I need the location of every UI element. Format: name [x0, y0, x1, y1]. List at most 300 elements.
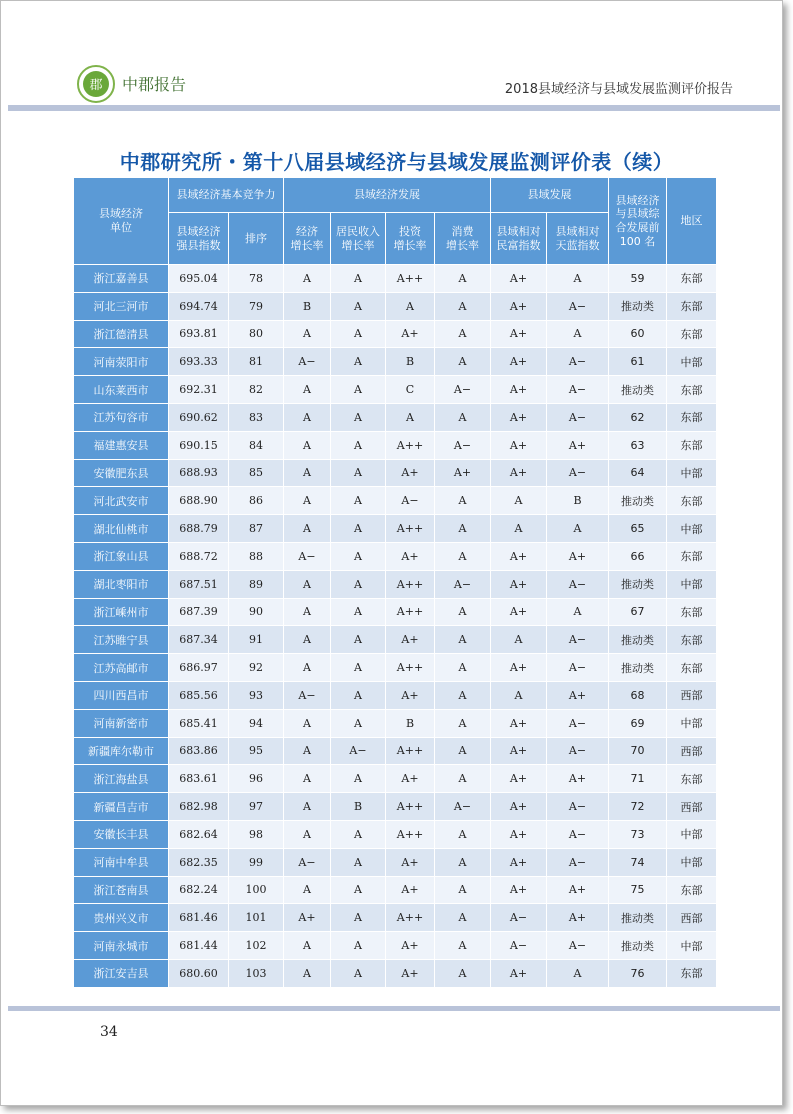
cell-index: 687.34 — [169, 626, 229, 654]
cell-region: 西部 — [667, 904, 717, 932]
zhongjun-logo — [76, 64, 116, 104]
cell-county: 安徽肥东县 — [74, 459, 169, 487]
cell-investment-growth: C — [386, 376, 435, 404]
cell-consumption-growth: A — [435, 626, 491, 654]
cell-investment-growth: A++ — [386, 265, 435, 293]
cell-prosperity-index: A+ — [491, 793, 547, 821]
cell-index: 693.33 — [169, 348, 229, 376]
cell-region: 东部 — [667, 654, 717, 682]
cell-prosperity-index: A+ — [491, 459, 547, 487]
cell-county: 河南中牟县 — [74, 848, 169, 876]
cell-region: 东部 — [667, 959, 717, 987]
cell-index: 692.31 — [169, 376, 229, 404]
cell-consumption-growth: A — [435, 542, 491, 570]
cell-bluesky-index: A− — [547, 626, 609, 654]
cell-county: 湖北枣阳市 — [74, 570, 169, 598]
cell-economy-growth: A− — [284, 542, 331, 570]
cell-county: 新疆昌吉市 — [74, 793, 169, 821]
cell-consumption-growth: A+ — [435, 459, 491, 487]
cell-county: 河南永城市 — [74, 932, 169, 960]
cell-consumption-growth: A — [435, 487, 491, 515]
cell-bluesky-index: A — [547, 598, 609, 626]
cell-region: 中部 — [667, 820, 717, 848]
cell-county: 江苏睢宁县 — [74, 626, 169, 654]
col-group-county-development: 县域发展 — [491, 178, 609, 213]
cell-prosperity-index: A — [491, 626, 547, 654]
cell-county: 四川西昌市 — [74, 681, 169, 709]
cell-investment-growth: A++ — [386, 737, 435, 765]
cell-top100: 推动类 — [609, 904, 667, 932]
cell-county: 福建惠安县 — [74, 431, 169, 459]
cell-income-growth: B — [331, 793, 386, 821]
cell-region: 东部 — [667, 765, 717, 793]
cell-income-growth: A — [331, 431, 386, 459]
cell-rank: 91 — [229, 626, 284, 654]
header-line: 单位 — [110, 221, 132, 234]
cell-top100: 61 — [609, 348, 667, 376]
header-rule — [8, 105, 780, 111]
cell-region: 东部 — [667, 487, 717, 515]
cell-income-growth: A — [331, 654, 386, 682]
table-row — [74, 598, 717, 626]
cell-income-growth: A — [331, 820, 386, 848]
cell-consumption-growth: A — [435, 515, 491, 543]
col-header-economy-growth — [284, 213, 331, 265]
cell-investment-growth: B — [386, 709, 435, 737]
cell-economy-growth: A — [284, 737, 331, 765]
cell-prosperity-index: A+ — [491, 709, 547, 737]
cell-consumption-growth: A — [435, 265, 491, 293]
cell-rank: 85 — [229, 459, 284, 487]
cell-economy-growth: A — [284, 959, 331, 987]
cell-top100: 64 — [609, 459, 667, 487]
cell-region: 西部 — [667, 737, 717, 765]
table-row — [74, 793, 717, 821]
cell-top100: 71 — [609, 765, 667, 793]
header-line: 增长率 — [393, 238, 427, 252]
cell-consumption-growth: A — [435, 737, 491, 765]
cell-economy-growth: A− — [284, 848, 331, 876]
cell-index: 681.46 — [169, 904, 229, 932]
cell-consumption-growth: A — [435, 709, 491, 737]
header-line: 增长率 — [290, 238, 324, 252]
cell-county: 浙江嵊州市 — [74, 598, 169, 626]
brand-name: 中郡报告 — [122, 75, 187, 94]
header-line: 县域相对 — [496, 224, 541, 238]
cell-economy-growth: A — [284, 403, 331, 431]
col-group-economic-development: 县域经济发展 — [284, 178, 491, 213]
cell-prosperity-index: A− — [491, 932, 547, 960]
cell-rank: 86 — [229, 487, 284, 515]
cell-economy-growth: A — [284, 765, 331, 793]
cell-top100: 推动类 — [609, 626, 667, 654]
col-header-income-growth — [331, 213, 386, 265]
cell-region: 东部 — [667, 542, 717, 570]
cell-income-growth: A — [331, 904, 386, 932]
cell-bluesky-index: A− — [547, 348, 609, 376]
cell-economy-growth: A — [284, 320, 331, 348]
cell-region: 东部 — [667, 598, 717, 626]
cell-top100: 62 — [609, 403, 667, 431]
cell-region: 西部 — [667, 681, 717, 709]
header-line: 经济 — [296, 224, 318, 238]
cell-rank: 93 — [229, 681, 284, 709]
cell-top100: 66 — [609, 542, 667, 570]
col-header-prosperity-index — [491, 213, 547, 265]
cell-economy-growth: A — [284, 626, 331, 654]
cell-county: 河南新密市 — [74, 709, 169, 737]
cell-index: 690.15 — [169, 431, 229, 459]
cell-region: 中部 — [667, 709, 717, 737]
cell-prosperity-index: A+ — [491, 959, 547, 987]
cell-economy-growth: A — [284, 431, 331, 459]
table-body — [74, 265, 717, 988]
cell-consumption-growth: A — [435, 403, 491, 431]
cell-county: 河北武安市 — [74, 487, 169, 515]
cell-bluesky-index: A− — [547, 459, 609, 487]
cell-economy-growth: A — [284, 598, 331, 626]
cell-region: 东部 — [667, 376, 717, 404]
cell-income-growth: A — [331, 932, 386, 960]
header-line: 增长率 — [341, 238, 375, 252]
cell-consumption-growth: A — [435, 320, 491, 348]
cell-county: 浙江嘉善县 — [74, 265, 169, 293]
cell-income-growth: A — [331, 320, 386, 348]
cell-income-growth: A− — [331, 737, 386, 765]
table-row — [74, 654, 717, 682]
cell-region: 中部 — [667, 459, 717, 487]
cell-rank: 84 — [229, 431, 284, 459]
cell-rank: 89 — [229, 570, 284, 598]
col-header-investment-growth — [386, 213, 435, 265]
footer-rule — [8, 1006, 780, 1011]
cell-index: 680.60 — [169, 959, 229, 987]
cell-economy-growth: A — [284, 515, 331, 543]
cell-index: 688.72 — [169, 542, 229, 570]
cell-region: 东部 — [667, 292, 717, 320]
cell-economy-growth: A — [284, 876, 331, 904]
header-line: 天蓝指数 — [555, 238, 600, 252]
cell-county: 江苏句容市 — [74, 403, 169, 431]
cell-county: 湖北仙桃市 — [74, 515, 169, 543]
cell-investment-growth: B — [386, 348, 435, 376]
cell-top100: 69 — [609, 709, 667, 737]
table-row — [74, 848, 717, 876]
cell-rank: 80 — [229, 320, 284, 348]
col-header-bluesky-index — [547, 213, 609, 265]
cell-economy-growth: A — [284, 820, 331, 848]
cell-prosperity-index: A — [491, 487, 547, 515]
cell-top100: 67 — [609, 598, 667, 626]
cell-income-growth: A — [331, 959, 386, 987]
cell-income-growth: A — [331, 292, 386, 320]
cell-region: 东部 — [667, 403, 717, 431]
cell-top100: 推动类 — [609, 376, 667, 404]
table-row — [74, 403, 717, 431]
cell-rank: 88 — [229, 542, 284, 570]
cell-index: 690.62 — [169, 403, 229, 431]
cell-economy-growth: A− — [284, 681, 331, 709]
cell-region: 中部 — [667, 848, 717, 876]
cell-rank: 87 — [229, 515, 284, 543]
table-row — [74, 737, 717, 765]
cell-prosperity-index: A+ — [491, 737, 547, 765]
cell-index: 688.93 — [169, 459, 229, 487]
cell-county: 新疆库尔勒市 — [74, 737, 169, 765]
cell-prosperity-index: A+ — [491, 431, 547, 459]
cell-consumption-growth: A — [435, 348, 491, 376]
header-line: 居民收入 — [336, 224, 380, 238]
cell-top100: 推动类 — [609, 487, 667, 515]
col-header-top100 — [609, 178, 667, 265]
cell-index: 687.51 — [169, 570, 229, 598]
cell-rank: 100 — [229, 876, 284, 904]
cell-county: 安徽长丰县 — [74, 820, 169, 848]
cell-top100: 推动类 — [609, 654, 667, 682]
cell-region: 东部 — [667, 265, 717, 293]
cell-top100: 76 — [609, 959, 667, 987]
cell-region: 东部 — [667, 320, 717, 348]
cell-income-growth: A — [331, 709, 386, 737]
col-header-consumption-growth — [435, 213, 491, 265]
cell-index: 687.39 — [169, 598, 229, 626]
table-row — [74, 431, 717, 459]
cell-income-growth: A — [331, 459, 386, 487]
cell-bluesky-index: A− — [547, 709, 609, 737]
cell-economy-growth: A — [284, 709, 331, 737]
cell-county: 江苏高邮市 — [74, 654, 169, 682]
cell-bluesky-index: A+ — [547, 876, 609, 904]
cell-investment-growth: A++ — [386, 793, 435, 821]
cell-investment-growth: A++ — [386, 598, 435, 626]
table-row — [74, 292, 717, 320]
cell-region: 东部 — [667, 626, 717, 654]
header-line: 县域经济 — [615, 193, 660, 207]
cell-rank: 101 — [229, 904, 284, 932]
header-line: 县域经济 — [176, 224, 221, 238]
cell-prosperity-index: A+ — [491, 265, 547, 293]
cell-index: 685.56 — [169, 681, 229, 709]
cell-rank: 99 — [229, 848, 284, 876]
cell-investment-growth: A — [386, 403, 435, 431]
col-group-competitiveness: 县域经济基本竞争力 — [169, 178, 284, 213]
cell-investment-growth: A+ — [386, 681, 435, 709]
evaluation-table — [73, 177, 717, 988]
table-row — [74, 765, 717, 793]
cell-consumption-growth: A — [435, 765, 491, 793]
cell-income-growth: A — [331, 265, 386, 293]
table-row — [74, 709, 717, 737]
cell-rank: 97 — [229, 793, 284, 821]
cell-income-growth: A — [331, 570, 386, 598]
cell-prosperity-index: A+ — [491, 348, 547, 376]
col-header-index — [169, 213, 229, 265]
table-row — [74, 320, 717, 348]
cell-bluesky-index: A+ — [547, 765, 609, 793]
cell-top100: 75 — [609, 876, 667, 904]
cell-bluesky-index: A+ — [547, 681, 609, 709]
cell-top100: 72 — [609, 793, 667, 821]
cell-consumption-growth: A — [435, 598, 491, 626]
cell-investment-growth: A++ — [386, 570, 435, 598]
cell-prosperity-index: A+ — [491, 765, 547, 793]
cell-top100: 59 — [609, 265, 667, 293]
cell-county: 浙江苍南县 — [74, 876, 169, 904]
cell-top100: 推动类 — [609, 570, 667, 598]
header-line: 与县域综 — [615, 207, 660, 221]
header-line: 强县指数 — [176, 238, 221, 252]
cell-economy-growth: A — [284, 932, 331, 960]
cell-investment-growth: A− — [386, 487, 435, 515]
cell-consumption-growth: A — [435, 904, 491, 932]
cell-economy-growth: A — [284, 459, 331, 487]
cell-bluesky-index: A — [547, 265, 609, 293]
cell-rank: 96 — [229, 765, 284, 793]
cell-index: 683.61 — [169, 765, 229, 793]
cell-income-growth: A — [331, 626, 386, 654]
table-row — [74, 626, 717, 654]
header-line: 县域相对 — [555, 224, 600, 238]
cell-consumption-growth: A− — [435, 570, 491, 598]
cell-region: 东部 — [667, 431, 717, 459]
cell-rank: 98 — [229, 820, 284, 848]
cell-investment-growth: A+ — [386, 626, 435, 654]
cell-consumption-growth: A — [435, 959, 491, 987]
cell-rank: 90 — [229, 598, 284, 626]
cell-rank: 95 — [229, 737, 284, 765]
header-line: 县域经济 — [99, 207, 143, 221]
cell-investment-growth: A+ — [386, 848, 435, 876]
cell-economy-growth: B — [284, 292, 331, 320]
cell-investment-growth: A+ — [386, 542, 435, 570]
cell-income-growth: A — [331, 487, 386, 515]
cell-region: 东部 — [667, 876, 717, 904]
cell-investment-growth: A+ — [386, 320, 435, 348]
table-row — [74, 959, 717, 987]
col-header-rank: 排序 — [229, 213, 284, 265]
cell-bluesky-index: A — [547, 320, 609, 348]
table-row — [74, 487, 717, 515]
cell-top100: 68 — [609, 681, 667, 709]
header-line: 投资 — [399, 224, 421, 238]
cell-prosperity-index: A+ — [491, 598, 547, 626]
cell-prosperity-index: A+ — [491, 848, 547, 876]
cell-consumption-growth: A− — [435, 793, 491, 821]
cell-county: 贵州兴义市 — [74, 904, 169, 932]
cell-prosperity-index: A+ — [491, 654, 547, 682]
cell-economy-growth: A — [284, 793, 331, 821]
cell-consumption-growth: A — [435, 654, 491, 682]
table-row — [74, 265, 717, 293]
cell-top100: 推动类 — [609, 292, 667, 320]
cell-rank: 79 — [229, 292, 284, 320]
cell-rank: 83 — [229, 403, 284, 431]
col-header-region: 地区 — [667, 178, 717, 265]
table-row — [74, 681, 717, 709]
table-row — [74, 876, 717, 904]
cell-county: 河北三河市 — [74, 292, 169, 320]
cell-bluesky-index: A− — [547, 654, 609, 682]
cell-economy-growth: A — [284, 654, 331, 682]
cell-economy-growth: A — [284, 487, 331, 515]
cell-prosperity-index: A — [491, 681, 547, 709]
cell-investment-growth: A+ — [386, 765, 435, 793]
table-row — [74, 932, 717, 960]
cell-prosperity-index: A+ — [491, 876, 547, 904]
header-line: 消费 — [451, 224, 474, 238]
cell-consumption-growth: A− — [435, 376, 491, 404]
table-row — [74, 820, 717, 848]
cell-region: 中部 — [667, 515, 717, 543]
cell-region: 中部 — [667, 570, 717, 598]
cell-economy-growth: A+ — [284, 904, 331, 932]
table-row — [74, 904, 717, 932]
cell-bluesky-index: A− — [547, 570, 609, 598]
cell-index: 693.81 — [169, 320, 229, 348]
table-row — [74, 515, 717, 543]
cell-bluesky-index: A — [547, 515, 609, 543]
cell-region: 中部 — [667, 932, 717, 960]
cell-consumption-growth: A — [435, 932, 491, 960]
cell-consumption-growth: A — [435, 681, 491, 709]
cell-economy-growth: A− — [284, 348, 331, 376]
cell-top100: 65 — [609, 515, 667, 543]
cell-investment-growth: A++ — [386, 820, 435, 848]
header-line: 民富指数 — [496, 238, 541, 252]
cell-index: 682.24 — [169, 876, 229, 904]
header-line: 增长率 — [446, 238, 479, 252]
header-line: 合发展前 — [615, 221, 660, 234]
table-row — [74, 459, 717, 487]
cell-region: 西部 — [667, 793, 717, 821]
cell-income-growth: A — [331, 876, 386, 904]
cell-county: 浙江安吉县 — [74, 959, 169, 987]
cell-index: 694.74 — [169, 292, 229, 320]
cell-prosperity-index: A+ — [491, 820, 547, 848]
cell-prosperity-index: A+ — [491, 403, 547, 431]
table-title: 中郡研究所・第十八届县域经济与县域发展监测评价表（续） — [119, 150, 674, 174]
cell-consumption-growth: A — [435, 292, 491, 320]
cell-income-growth: A — [331, 848, 386, 876]
cell-bluesky-index: A+ — [547, 904, 609, 932]
cell-bluesky-index: A− — [547, 932, 609, 960]
cell-investment-growth: A+ — [386, 876, 435, 904]
cell-bluesky-index: A− — [547, 376, 609, 404]
cell-rank: 81 — [229, 348, 284, 376]
table-row — [74, 542, 717, 570]
cell-top100: 70 — [609, 737, 667, 765]
cell-region: 中部 — [667, 348, 717, 376]
cell-consumption-growth: A — [435, 848, 491, 876]
cell-consumption-growth: A — [435, 876, 491, 904]
logo-char: 郡 — [89, 78, 103, 93]
cell-investment-growth: A+ — [386, 932, 435, 960]
cell-bluesky-index: A− — [547, 737, 609, 765]
cell-income-growth: A — [331, 598, 386, 626]
cell-rank: 82 — [229, 376, 284, 404]
cell-index: 683.86 — [169, 737, 229, 765]
col-header-unit — [74, 178, 169, 265]
cell-consumption-growth: A− — [435, 431, 491, 459]
cell-index: 682.98 — [169, 793, 229, 821]
cell-index: 686.97 — [169, 654, 229, 682]
cell-county: 河南荥阳市 — [74, 348, 169, 376]
cell-index: 682.64 — [169, 820, 229, 848]
cell-income-growth: A — [331, 376, 386, 404]
cell-top100: 推动类 — [609, 932, 667, 960]
cell-investment-growth: A++ — [386, 515, 435, 543]
cell-index: 685.41 — [169, 709, 229, 737]
